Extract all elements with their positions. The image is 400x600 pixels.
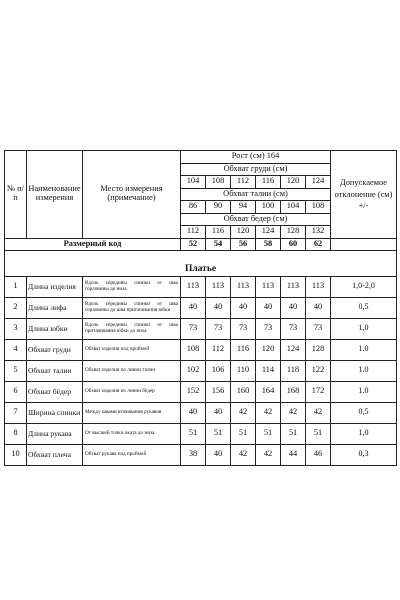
hip-value: 124 <box>256 226 281 239</box>
hip-value: 132 <box>306 226 331 239</box>
table-row <box>5 276 397 297</box>
row-place: Обхват изделия по линии талии <box>83 360 181 381</box>
row-name: Ширина спинки <box>27 402 83 423</box>
waist-value: 90 <box>206 201 231 214</box>
size-code-label: Размерный код <box>5 238 181 250</box>
row-value: 120 <box>256 339 281 360</box>
header-waist-label: Обхват талии (см) <box>181 188 331 201</box>
size-code-tolerance-empty <box>331 238 397 250</box>
header-place: Место измерения (примечание) <box>83 151 181 239</box>
row-num: 10 <box>5 444 27 465</box>
row-value: 113 <box>181 276 206 297</box>
row-value: 110 <box>231 360 256 381</box>
row-value: 42 <box>231 444 256 465</box>
row-value: 156 <box>206 381 231 402</box>
size-code-value: 56 <box>231 238 256 250</box>
chest-value: 112 <box>231 176 256 189</box>
row-value: 113 <box>231 276 256 297</box>
row-place: Обхват рукава под проймой <box>83 444 181 465</box>
header-hip-label: Обхват бедер (см) <box>181 213 331 226</box>
size-code-value: 54 <box>206 238 231 250</box>
row-value: 42 <box>306 402 331 423</box>
size-code-value: 60 <box>281 238 306 250</box>
row-value: 42 <box>256 402 281 423</box>
row-value: 112 <box>206 339 231 360</box>
measurement-table-sheet <box>4 150 396 459</box>
row-place: Вдоль середины спинки от шва притачивания юбки до низа <box>83 318 181 339</box>
size-code-row <box>5 238 397 250</box>
row-value: 46 <box>306 444 331 465</box>
row-value: 164 <box>256 381 281 402</box>
row-value: 113 <box>256 276 281 297</box>
row-place: Обхват изделия под проймой <box>83 339 181 360</box>
row-tolerance: 1,0 <box>331 318 397 339</box>
row-place: Обхват изделия по линии бёдер <box>83 381 181 402</box>
row-value: 40 <box>256 297 281 318</box>
row-value: 73 <box>256 318 281 339</box>
table-row <box>5 339 397 360</box>
table-row <box>5 318 397 339</box>
row-tolerance: 1.0 <box>331 381 397 402</box>
row-value: 172 <box>306 381 331 402</box>
row-tolerance: 1.0 <box>331 360 397 381</box>
row-place: Между швами втачивания рукавов <box>83 402 181 423</box>
row-tolerance: 0,5 <box>331 402 397 423</box>
row-value: 73 <box>306 318 331 339</box>
row-value: 73 <box>281 318 306 339</box>
section-row <box>5 250 397 276</box>
table-row <box>5 423 397 444</box>
row-tolerance: 1,0-2,0 <box>331 276 397 297</box>
section-title: Платье <box>5 250 397 276</box>
row-tolerance: 0,3 <box>331 444 397 465</box>
row-value: 51 <box>256 423 281 444</box>
row-value: 42 <box>281 402 306 423</box>
chest-value: 120 <box>281 176 306 189</box>
row-name: Обхват плеча <box>27 444 83 465</box>
row-num: 7 <box>5 402 27 423</box>
waist-value: 86 <box>181 201 206 214</box>
chest-value: 124 <box>306 176 331 189</box>
row-value: 73 <box>231 318 256 339</box>
chest-value: 108 <box>206 176 231 189</box>
row-value: 118 <box>281 360 306 381</box>
header-chest-label: Обхват груди (см) <box>181 163 331 176</box>
row-value: 42 <box>231 402 256 423</box>
row-num: 1 <box>5 276 27 297</box>
table-row <box>5 360 397 381</box>
header-num: № п/п <box>5 151 27 239</box>
row-num: 6 <box>5 381 27 402</box>
hip-value: 116 <box>206 226 231 239</box>
row-num: 5 <box>5 360 27 381</box>
row-num: 2 <box>5 297 27 318</box>
hip-value: 128 <box>281 226 306 239</box>
header-name: Наименование измерения <box>27 151 83 239</box>
row-value: 51 <box>281 423 306 444</box>
waist-value: 94 <box>231 201 256 214</box>
header-tolerance: Допускаемое отклонение (см) +/- <box>331 151 397 239</box>
row-value: 160 <box>231 381 256 402</box>
hip-value: 120 <box>231 226 256 239</box>
row-num: 8 <box>5 423 27 444</box>
row-value: 51 <box>181 423 206 444</box>
waist-value: 108 <box>306 201 331 214</box>
size-measurement-table <box>4 150 397 466</box>
row-value: 102 <box>181 360 206 381</box>
row-tolerance: 0,5 <box>331 297 397 318</box>
row-tolerance: 1.0 <box>331 339 397 360</box>
header-height: Рост (см) 164 <box>181 151 331 164</box>
row-tolerance: 1,0 <box>331 423 397 444</box>
chest-value: 104 <box>181 176 206 189</box>
waist-value: 104 <box>281 201 306 214</box>
row-value: 51 <box>206 423 231 444</box>
header-row-height <box>5 151 397 164</box>
row-value: 40 <box>231 297 256 318</box>
row-num: 3 <box>5 318 27 339</box>
row-value: 106 <box>206 360 231 381</box>
row-name: Длина изделия <box>27 276 83 297</box>
row-value: 113 <box>281 276 306 297</box>
row-place: Вдоль середины спинки от шва горловины до шва притачивания юбки <box>83 297 181 318</box>
row-value: 40 <box>281 297 306 318</box>
row-value: 38 <box>181 444 206 465</box>
row-value: 44 <box>281 444 306 465</box>
table-row <box>5 444 397 465</box>
row-value: 73 <box>206 318 231 339</box>
row-value: 40 <box>181 402 206 423</box>
size-code-value: 62 <box>306 238 331 250</box>
row-value: 73 <box>181 318 206 339</box>
row-value: 128 <box>306 339 331 360</box>
row-value: 40 <box>206 297 231 318</box>
table-row <box>5 297 397 318</box>
row-value: 40 <box>206 444 231 465</box>
row-value: 40 <box>181 297 206 318</box>
row-value: 152 <box>181 381 206 402</box>
row-value: 40 <box>306 297 331 318</box>
row-place: Вдоль середины спинки от шва горловины до низа <box>83 276 181 297</box>
size-code-value: 58 <box>256 238 281 250</box>
row-name: Длина лифа <box>27 297 83 318</box>
row-value: 113 <box>306 276 331 297</box>
row-name: Длина рукава <box>27 423 83 444</box>
hip-value: 112 <box>181 226 206 239</box>
row-name: Обхват груди <box>27 339 83 360</box>
chest-value: 116 <box>256 176 281 189</box>
row-value: 42 <box>256 444 281 465</box>
table-row <box>5 381 397 402</box>
table-row <box>5 402 397 423</box>
row-value: 51 <box>306 423 331 444</box>
row-value: 40 <box>206 402 231 423</box>
row-value: 113 <box>206 276 231 297</box>
row-place: От высшей точки оката до низа <box>83 423 181 444</box>
row-value: 116 <box>231 339 256 360</box>
row-value: 124 <box>281 339 306 360</box>
row-value: 108 <box>181 339 206 360</box>
row-name: Обхват бёдер <box>27 381 83 402</box>
size-code-value: 52 <box>181 238 206 250</box>
row-value: 114 <box>256 360 281 381</box>
row-name: Обхват талии <box>27 360 83 381</box>
row-num: 4 <box>5 339 27 360</box>
row-value: 168 <box>281 381 306 402</box>
row-value: 122 <box>306 360 331 381</box>
waist-value: 100 <box>256 201 281 214</box>
row-value: 51 <box>231 423 256 444</box>
row-name: Длина юбки <box>27 318 83 339</box>
